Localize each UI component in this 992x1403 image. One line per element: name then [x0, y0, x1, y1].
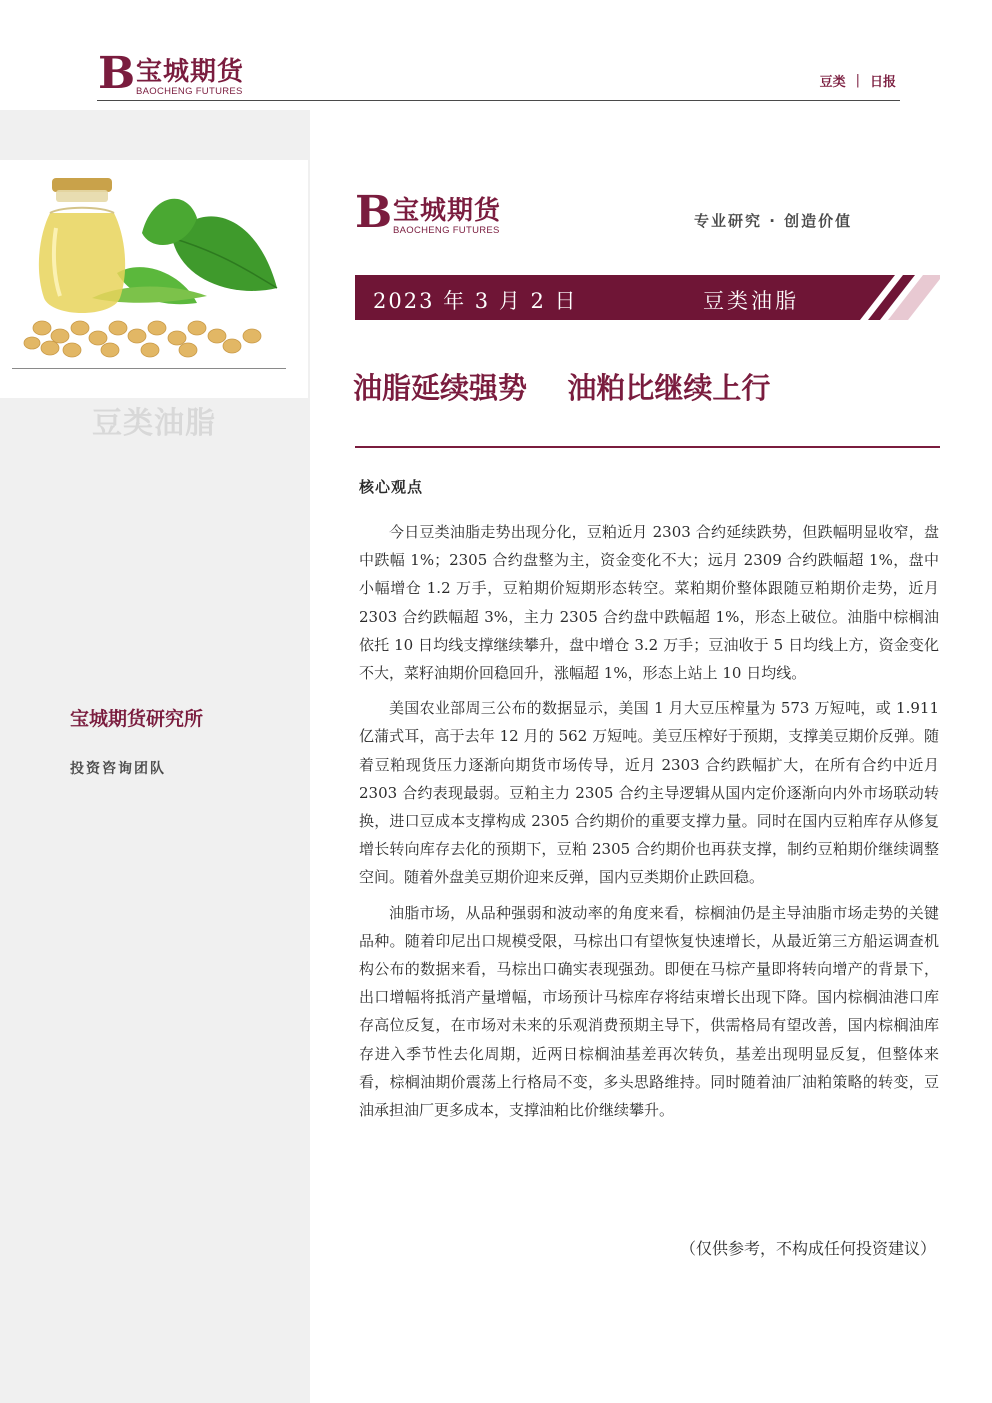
banner-category: 豆类油脂: [703, 289, 799, 313]
logo-mark-icon: B: [98, 48, 136, 99]
page-header: [0, 0, 992, 104]
card-divider: [12, 368, 286, 369]
date-banner: [355, 275, 940, 320]
header-separator: |: [855, 73, 860, 88]
slogan: 专业研究 · 创造价值: [694, 212, 853, 230]
sidebar-category-watermark: 豆类油脂: [92, 406, 216, 441]
team-name: 投资咨询团队: [70, 761, 166, 777]
soybean-oil-illustration: [22, 178, 292, 363]
header-report-tag: [820, 71, 896, 90]
report-title: 油脂延续强势 油粕比继续上行: [353, 371, 771, 405]
main-logo-en: BAOCHENG FUTURES: [393, 224, 500, 236]
main-logo: [355, 187, 502, 238]
header-logo-en: BAOCHENG FUTURES: [136, 85, 243, 97]
header-logo: [98, 48, 245, 99]
header-divider: [97, 100, 900, 101]
title-divider: [355, 446, 940, 448]
header-category: 豆类: [819, 75, 846, 90]
paragraph: 今日豆类油脂走势出现分化，豆粕近月 2303 合约延续跌势，但跌幅明显收窄，盘中跌幅 1%；2305 合约盘整为主，资金变化不大；远月 2309 合约跌幅超 1%，盘中小幅增仓 1.2 万手，豆粕期价短期形态转空。菜粕期价整体跟随豆粕期价走势，近月 2303 合约跌幅超 3%，主力 2305 合约盘中跌幅超 1%，形态上破位。油脂中棕榈油依托 10 日均线支撑继续攀升，盘中增仓 3.2 万手；豆油收于 5 日均线上方，资金变化不大，菜籽油期价回稳回升，涨幅超 1%，形态上站上 10 日均线。: [359, 523, 939, 683]
sidebar: [0, 110, 310, 1403]
main-logo-cn: 宝城期货: [393, 195, 502, 226]
header-logo-cn: 宝城期货: [136, 56, 245, 87]
logo-mark-icon: B: [355, 187, 393, 238]
disclaimer: （仅供参考，不构成任何投资建议）: [679, 1239, 936, 1258]
report-body: [359, 518, 939, 1131]
research-institute: 宝城期货研究所: [70, 708, 204, 730]
section-heading: 核心观点: [359, 478, 424, 496]
report-date: 2023 年 3 月 2 日: [373, 289, 578, 313]
header-report-type: 日报: [869, 75, 896, 90]
cover-image-card: [0, 160, 308, 398]
paragraph: 油脂市场，从品种强弱和波动率的角度来看，棕榈油仍是主导油脂市场走势的关键品种。随着印尼出口规模受限，马棕出口有望恢复快速增长，从最近第三方船运调查机构公布的数据来看，马棕出口确实表现强劲。即便在马棕产量即将转向增产的背景下，出口增幅将抵消产量增幅，市场预计马棕库存将结束增长出现下降。国内棕榈油港口库存高位反复，在市场对未来的乐观消费预期主导下，供需格局有望改善，国内棕榈油库存进入季节性去化周期，近两日棕榈油基差再次转负，基差出现明显反复，但整体来看，棕榈油期价震荡上行格局不变，多头思路维持。同时随着油厂油粕策略的转变，豆油承担油厂更多成本，支撑油粕比价继续攀升。: [359, 903, 939, 1120]
paragraph: 美国农业部周三公布的数据显示，美国 1 月大豆压榨量为 573 万短吨，或 1.911 亿蒲式耳，高于去年 12 月的 562 万短吨。美豆压榨好于预期，支撑美豆期价反弹。随着豆粕现货压力逐渐向期货市场传导，近月 2303 合约跌幅扩大，在所有合约中近月 2303 合约表现最弱。豆粕主力 2305 合约主导逻辑从国内定价逐渐向内外市场联动转换，进口豆成本支撑构成 2305 合约期价的重要支撑力量。同时在国内豆粕库存从修复增长转向库存去化的预期下，豆粕 2305 合约期价也再获支撑，制约豆粕期价继续调整空间。随着外盘美豆期价迎来反弹，国内豆类期价止跌回稳。: [359, 699, 939, 887]
